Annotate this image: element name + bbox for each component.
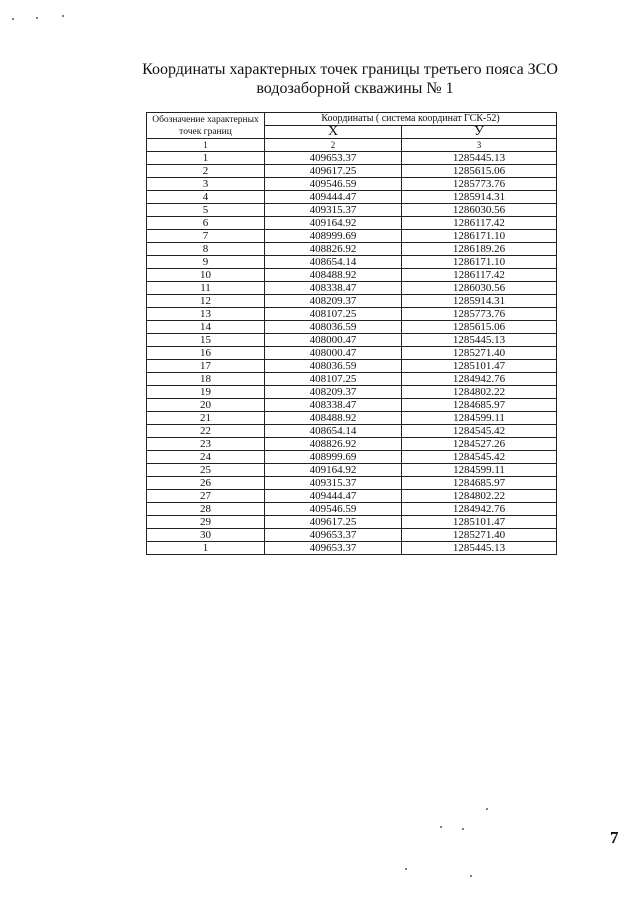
- point-cell: 12: [147, 295, 265, 308]
- point-cell: 4: [147, 191, 265, 204]
- point-cell: 17: [147, 360, 265, 373]
- table-row: [147, 178, 557, 191]
- table-row: [147, 438, 557, 451]
- table-row: [147, 412, 557, 425]
- x-cell: 408107.25: [265, 373, 402, 386]
- x-cell: 408488.92: [265, 412, 402, 425]
- y-cell: 1284545.42: [402, 425, 557, 438]
- table-row: [147, 191, 557, 204]
- y-cell: 1286030.56: [402, 282, 557, 295]
- point-cell: 16: [147, 347, 265, 360]
- table-row: [147, 451, 557, 464]
- point-cell: 14: [147, 321, 265, 334]
- column-number: 2: [265, 139, 402, 152]
- point-cell: 1: [147, 542, 265, 555]
- column-number: 3: [402, 139, 557, 152]
- x-cell: 409653.37: [265, 529, 402, 542]
- table-row: [147, 360, 557, 373]
- point-cell: 26: [147, 477, 265, 490]
- document-title: [0, 60, 640, 98]
- x-cell: 408654.14: [265, 425, 402, 438]
- x-cell: 408488.92: [265, 269, 402, 282]
- point-cell: 27: [147, 490, 265, 503]
- x-cell: 408000.47: [265, 334, 402, 347]
- coordinates-table: [146, 112, 557, 555]
- point-cell: 25: [147, 464, 265, 477]
- point-cell: 3: [147, 178, 265, 191]
- y-cell: 1284802.22: [402, 386, 557, 399]
- x-cell: 408036.59: [265, 360, 402, 373]
- point-cell: 21: [147, 412, 265, 425]
- table-row: [147, 373, 557, 386]
- scan-speck: [462, 828, 464, 830]
- table-row: [147, 256, 557, 269]
- table-row: [147, 269, 557, 282]
- x-cell: 409617.25: [265, 516, 402, 529]
- y-cell: 1284599.11: [402, 412, 557, 425]
- point-cell: 1: [147, 152, 265, 165]
- x-cell: 409315.37: [265, 204, 402, 217]
- y-cell: 1285445.13: [402, 334, 557, 347]
- point-cell: 30: [147, 529, 265, 542]
- scan-speck: [12, 18, 14, 20]
- x-cell: 409164.92: [265, 217, 402, 230]
- table-row: [147, 477, 557, 490]
- table-row: [147, 230, 557, 243]
- y-cell: 1286117.42: [402, 217, 557, 230]
- y-cell: 1284685.97: [402, 399, 557, 412]
- y-cell: 1285615.06: [402, 165, 557, 178]
- y-cell: 1285271.40: [402, 347, 557, 360]
- x-cell: 409617.25: [265, 165, 402, 178]
- table-row: [147, 295, 557, 308]
- y-cell: 1285271.40: [402, 529, 557, 542]
- point-cell: 20: [147, 399, 265, 412]
- table-row: [147, 334, 557, 347]
- table-row: [147, 529, 557, 542]
- point-cell: 18: [147, 373, 265, 386]
- y-cell: 1285914.31: [402, 295, 557, 308]
- y-cell: 1284802.22: [402, 490, 557, 503]
- table-body: [147, 152, 557, 555]
- y-cell: 1285773.76: [402, 308, 557, 321]
- y-cell: 1284685.97: [402, 477, 557, 490]
- x-cell: 409315.37: [265, 477, 402, 490]
- point-cell: 10: [147, 269, 265, 282]
- table-row: [147, 490, 557, 503]
- x-cell: 409546.59: [265, 178, 402, 191]
- y-cell: 1286171.10: [402, 230, 557, 243]
- scan-speck: [405, 868, 407, 870]
- table-row: [147, 308, 557, 321]
- table-row: [147, 217, 557, 230]
- table-row: [147, 321, 557, 334]
- y-cell: 1285445.13: [402, 152, 557, 165]
- header-x: X: [265, 126, 402, 139]
- x-cell: 409444.47: [265, 191, 402, 204]
- table-row: [147, 282, 557, 295]
- x-cell: 408036.59: [265, 321, 402, 334]
- table-row: [147, 204, 557, 217]
- y-cell: 1285615.06: [402, 321, 557, 334]
- table-row: [147, 503, 557, 516]
- y-cell: 1285773.76: [402, 178, 557, 191]
- y-cell: 1286117.42: [402, 269, 557, 282]
- table-row: [147, 152, 557, 165]
- table-row: [147, 347, 557, 360]
- point-cell: 11: [147, 282, 265, 295]
- y-cell: 1285914.31: [402, 191, 557, 204]
- point-cell: 8: [147, 243, 265, 256]
- x-cell: 409653.37: [265, 542, 402, 555]
- y-cell: 1285101.47: [402, 360, 557, 373]
- column-number: 1: [147, 139, 265, 152]
- table-row: [147, 516, 557, 529]
- point-cell: 29: [147, 516, 265, 529]
- x-cell: 408209.37: [265, 386, 402, 399]
- header-designation: Обозначение характерных точек границ: [147, 113, 265, 139]
- x-cell: 408999.69: [265, 230, 402, 243]
- title-line-2: водозаборной скважины № 1: [256, 80, 454, 97]
- x-cell: 408000.47: [265, 347, 402, 360]
- x-cell: 409164.92: [265, 464, 402, 477]
- table-row: [147, 165, 557, 178]
- table-row: [147, 386, 557, 399]
- point-cell: 24: [147, 451, 265, 464]
- y-cell: 1284599.11: [402, 464, 557, 477]
- point-cell: 5: [147, 204, 265, 217]
- scan-speck: [470, 875, 472, 877]
- table-row: [147, 464, 557, 477]
- y-cell: 1286030.56: [402, 204, 557, 217]
- page-number: 7: [610, 828, 619, 847]
- table-row: [147, 399, 557, 412]
- x-cell: 408826.92: [265, 438, 402, 451]
- y-cell: 1284545.42: [402, 451, 557, 464]
- point-cell: 28: [147, 503, 265, 516]
- y-cell: 1284942.76: [402, 503, 557, 516]
- y-cell: 1286171.10: [402, 256, 557, 269]
- x-cell: 408107.25: [265, 308, 402, 321]
- table-row: [147, 243, 557, 256]
- y-cell: 1285445.13: [402, 542, 557, 555]
- table-row: [147, 425, 557, 438]
- scan-speck: [486, 808, 488, 810]
- x-cell: 408209.37: [265, 295, 402, 308]
- y-cell: 1286189.26: [402, 243, 557, 256]
- x-cell: 409546.59: [265, 503, 402, 516]
- x-cell: 408338.47: [265, 282, 402, 295]
- scan-speck: [62, 15, 64, 17]
- scan-speck: [36, 17, 38, 19]
- y-cell: 1285101.47: [402, 516, 557, 529]
- x-cell: 409444.47: [265, 490, 402, 503]
- scan-speck: [440, 826, 442, 828]
- x-cell: 408826.92: [265, 243, 402, 256]
- y-cell: 1284527.26: [402, 438, 557, 451]
- y-cell: 1284942.76: [402, 373, 557, 386]
- x-cell: 408654.14: [265, 256, 402, 269]
- x-cell: 409653.37: [265, 152, 402, 165]
- x-cell: 408999.69: [265, 451, 402, 464]
- table-row: [147, 542, 557, 555]
- point-cell: 22: [147, 425, 265, 438]
- point-cell: 9: [147, 256, 265, 269]
- point-cell: 15: [147, 334, 265, 347]
- header-coordinates: Координаты ( система координат ГСК-52): [265, 113, 557, 126]
- x-cell: 408338.47: [265, 399, 402, 412]
- point-cell: 6: [147, 217, 265, 230]
- header-y: У: [402, 126, 557, 139]
- point-cell: 7: [147, 230, 265, 243]
- point-cell: 19: [147, 386, 265, 399]
- title-line-1: Координаты характерных точек границы третьего пояса ЗСО: [142, 61, 558, 78]
- point-cell: 23: [147, 438, 265, 451]
- point-cell: 2: [147, 165, 265, 178]
- point-cell: 13: [147, 308, 265, 321]
